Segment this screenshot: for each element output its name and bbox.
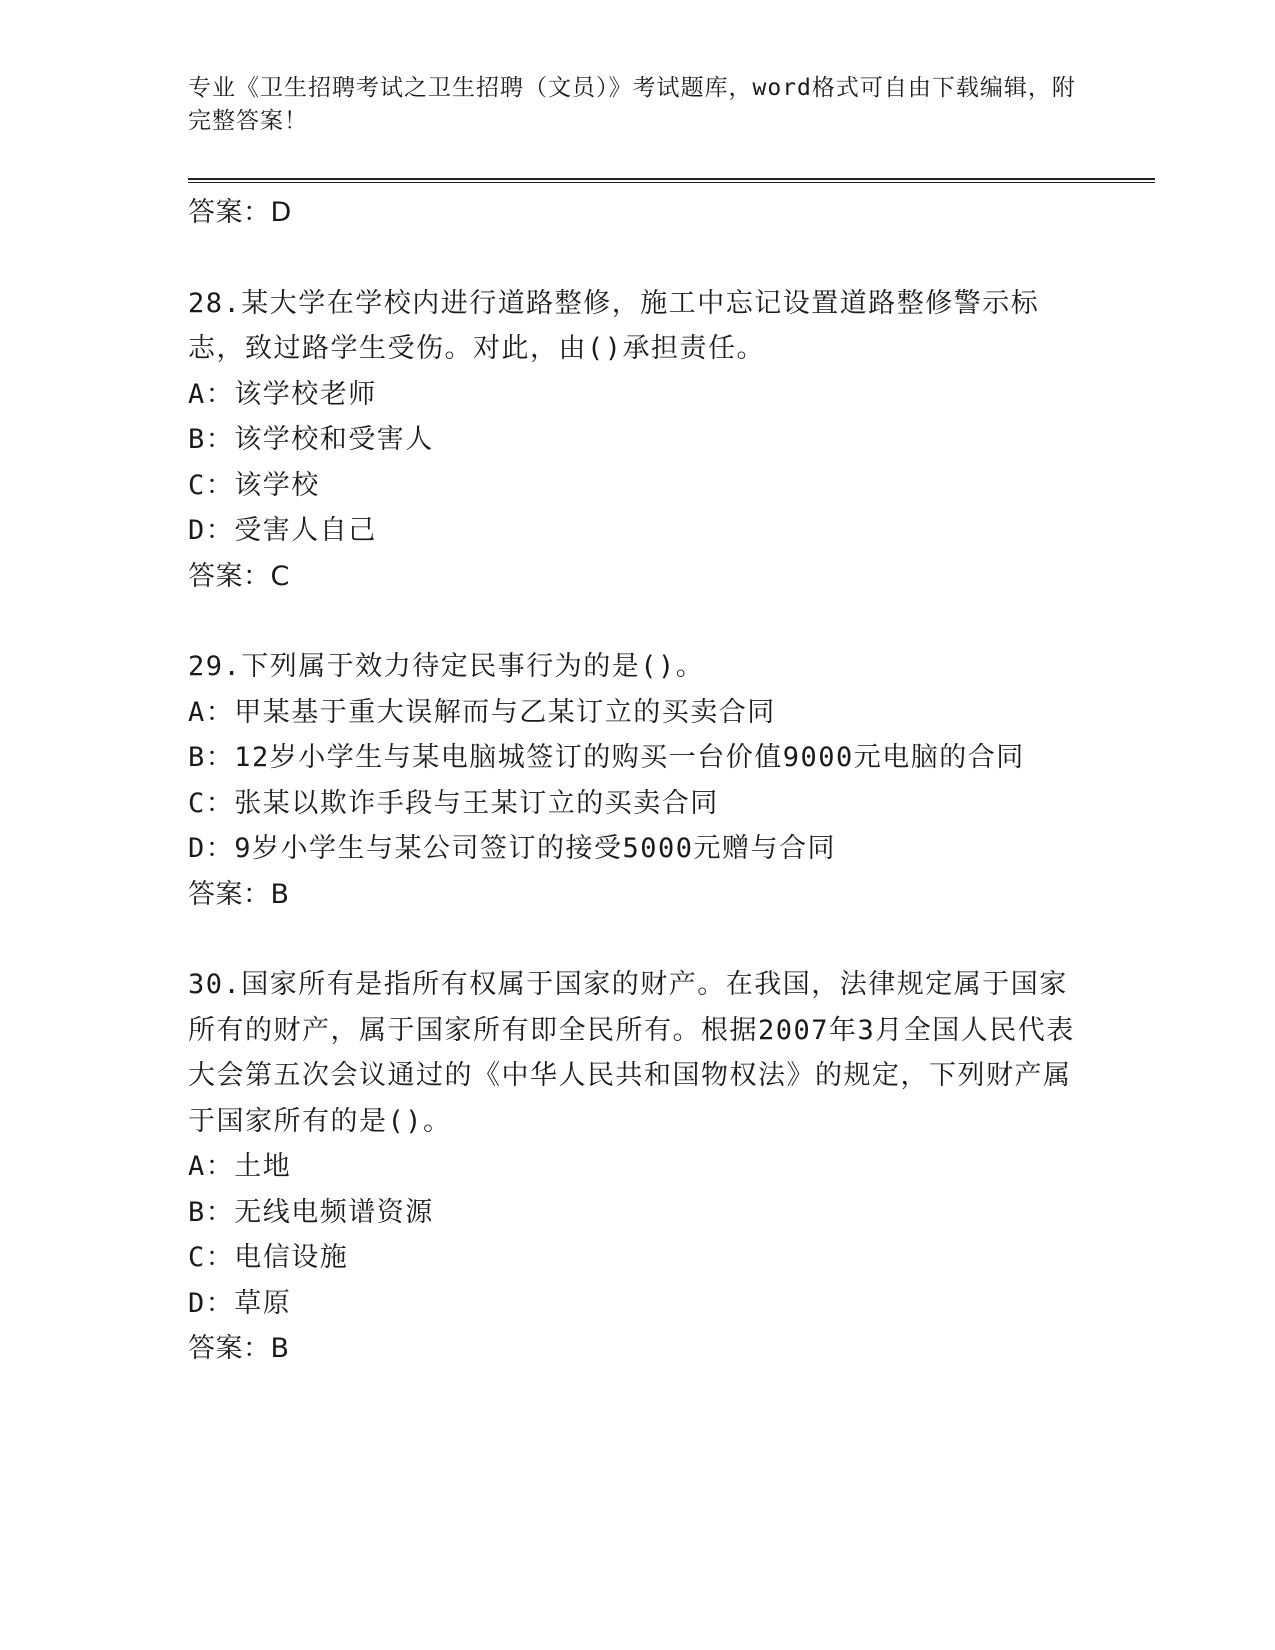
option-d: D：草原 — [188, 1287, 292, 1319]
document-body — [188, 190, 1088, 1372]
header-divider — [188, 178, 1155, 183]
question-stem: 30.国家所有是指所有权属于国家的财产。在我国，法律规定属于国家所有的财产，属于国家所有即全民所有。根据2007年3月全国人民代表大会第五次会议通过的《中华人民共和国物权法》的规定，下列财产属于国家所有的是()。 — [188, 969, 1075, 1137]
option-c: C：电信设施 — [188, 1242, 349, 1273]
spacer — [188, 236, 1088, 281]
question-29 — [188, 644, 1088, 917]
option-b: B：无线电频谱资源 — [188, 1196, 434, 1228]
spacer — [188, 917, 1088, 962]
spacer — [188, 599, 1088, 644]
page-header: 专业《卫生招聘考试之卫生招聘（文员）》考试题库，word格式可自由下载编辑，附完整答案！ — [188, 75, 1076, 134]
option-c: C：张某以欺诈手段与王某订立的买卖合同 — [188, 787, 719, 819]
answer-line: 答案：D — [188, 197, 292, 228]
question-28 — [188, 281, 1088, 600]
option-b: B：该学校和受害人 — [188, 424, 434, 455]
option-a: A：该学校老师 — [188, 378, 377, 410]
answer-line: 答案：C — [188, 560, 290, 592]
option-d: D：受害人自己 — [188, 515, 377, 546]
option-b: B：12岁小学生与某电脑城签订的购买一台价值9000元电脑的合同 — [188, 742, 1025, 773]
option-a: A：甲某基于重大误解而与乙某订立的买卖合同 — [188, 696, 776, 728]
answer-line: 答案：B — [188, 1333, 290, 1364]
option-d: D：9岁小学生与某公司签订的接受5000元赠与合同 — [188, 833, 837, 864]
question-stem: 29.下列属于效力待定民事行为的是()。 — [188, 651, 705, 682]
option-a: A：土地 — [188, 1151, 292, 1182]
question-30 — [188, 962, 1088, 1372]
option-c: C：该学校 — [188, 469, 320, 501]
answer-line: 答案：B — [188, 878, 290, 910]
question-stem: 28.某大学在学校内进行道路整修，施工中忘记设置道路整修警示标志，致过路学生受伤。对此，由()承担责任。 — [188, 287, 1040, 364]
